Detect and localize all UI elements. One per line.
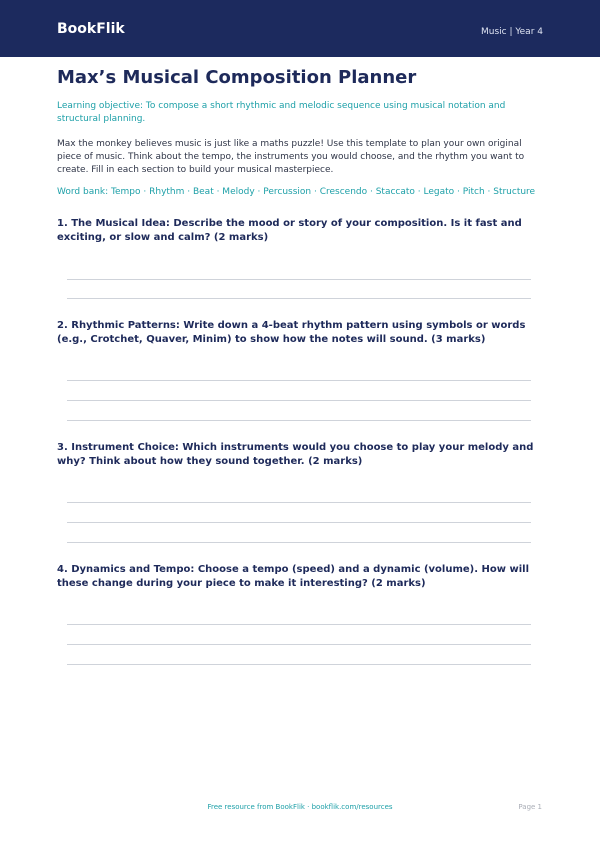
- intro-paragraph: Max the monkey believes music is just like a maths puzzle! Use this template to plan your own original piece of music. Think about the tempo, the instruments you would choose, and the rhythm you want to create. Fill in each section to build your musical masterpiece.: [57, 139, 525, 175]
- answer-line[interactable]: [67, 298, 531, 299]
- answer-line[interactable]: [67, 624, 531, 625]
- learning-objective: Learning objective: To compose a short rhythmic and melodic sequence using musical notation and structural planning.: [57, 101, 506, 124]
- page-number: Page 1: [518, 803, 542, 811]
- brand-logo-text[interactable]: BookFlik: [57, 21, 125, 37]
- worksheet-title: Max’s Musical Composition Planner: [57, 67, 417, 88]
- answer-line[interactable]: [67, 420, 531, 421]
- header-bar: [0, 0, 600, 57]
- answer-line[interactable]: [67, 522, 531, 523]
- answer-line[interactable]: [67, 542, 531, 543]
- question-1: 1. The Musical Idea: Describe the mood or story of your composition. Is it fast and exciting, or slow and calm? (2 marks): [57, 218, 522, 243]
- answer-line[interactable]: [67, 279, 531, 280]
- word-bank: Word bank: Tempo · Rhythm · Beat · Melody · Percussion · Crescendo · Staccato · Legato · Pitch · Structure: [57, 187, 536, 197]
- answer-line[interactable]: [67, 664, 531, 665]
- question-3: 3. Instrument Choice: Which instruments would you choose to play your melody and why? Think about how they sound together. (2 marks): [57, 442, 534, 467]
- answer-line[interactable]: [67, 644, 531, 645]
- footer-resource-link[interactable]: Free resource from BookFlik · bookflik.com/resources: [207, 803, 393, 811]
- question-4: 4. Dynamics and Tempo: Choose a tempo (speed) and a dynamic (volume). How will these change during your piece to make it interesting? (2 marks): [57, 564, 530, 589]
- answer-line[interactable]: [67, 502, 531, 503]
- answer-line[interactable]: [67, 400, 531, 401]
- question-2: 2. Rhythmic Patterns: Write down a 4-beat rhythm pattern using symbols or words (e.g., Crotchet, Quaver, Minim) to show how the notes will sound. (3 marks): [57, 320, 526, 345]
- answer-line[interactable]: [67, 380, 531, 381]
- subject-year-label: Music | Year 4: [480, 27, 543, 37]
